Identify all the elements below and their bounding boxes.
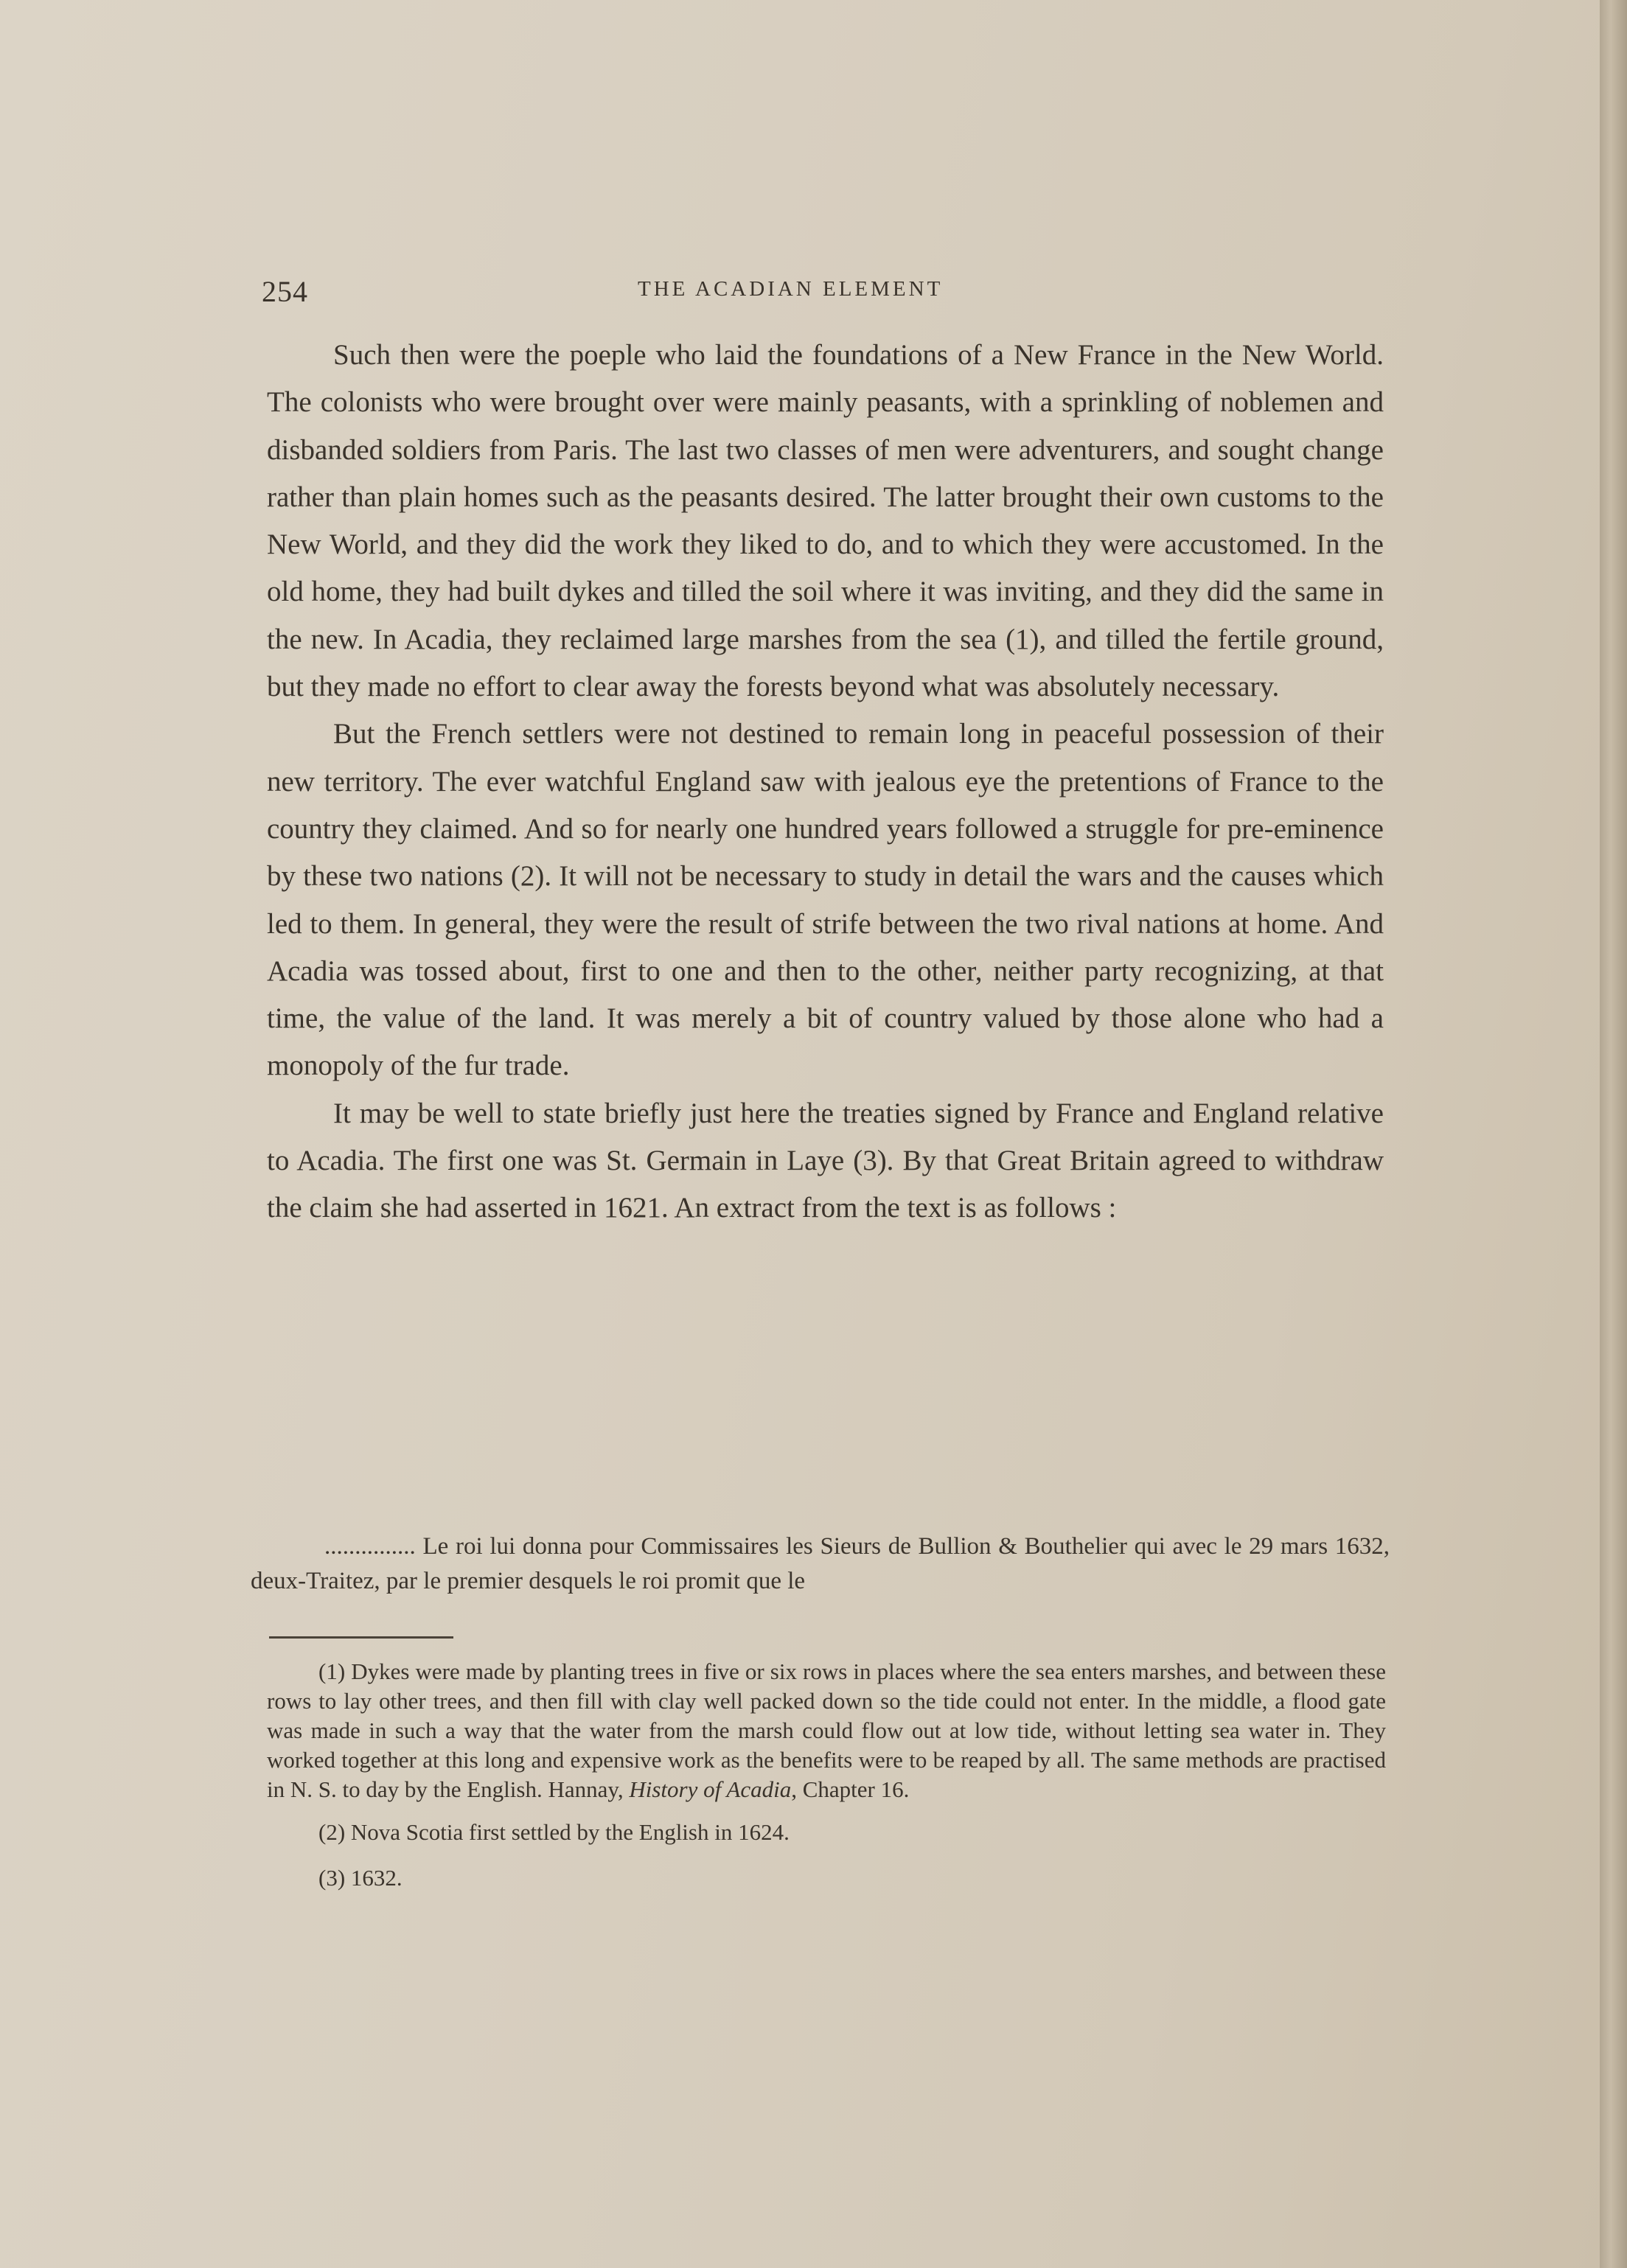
footnote-3: (3) 1632. (318, 1865, 403, 1891)
footnote-1-text: (1) Dykes were made by planting trees in five or six rows in places where the sea enters marshes, and between these rows to lay other trees, and then fill with clay well packed down so the tide could not enter. In the middle, a flood gate was made in such a way that the water from the marsh could flow out at low tide, without letting sea water in. They worked together at this long and expensive work as the benefits were to be reaped by all. The same methods are practised in N. S. to day by the English. Hannay, (267, 1658, 1386, 1802)
footnote-1-tail: , Chapter 16. (791, 1776, 910, 1802)
paragraph-2: But the French settlers were not destined to remain long in peaceful possession of their new territory. The ever watchful England saw with jealous eye the pretentions of France to the country they claimed. And so for nearly one hundred years followed a struggle for pre-eminence by these two nations (2). It will not be necessary to study in detail the wars and the causes which led to them. In general, they were the result of strife between the two rival nations at home. And Acadia was tossed about, first to one and then to the other, neither party recognizing, at that time, the value of the land. It was merely a bit of country valued by those alone who had a monopoly of the fur trade. (267, 718, 1384, 1082)
page-edge (1600, 0, 1627, 2268)
running-title: THE ACADIAN ELEMENT (638, 277, 944, 301)
french-quote: ............... Le roi lui donna pour Commissaires les Sieurs de Bullion & Bouthelier qui avec le 29 mars 1632, deux-Traitez, par le premier desquels le roi promit que le (251, 1533, 1390, 1594)
paragraph-1: Such then were the poeple who laid the foundations of a New France in the New World. The colonists who were brought over were mainly peasants, with a sprinkling of noblemen and disbanded soldiers from Paris. The last two classes of men were adventurers, and sought change rather than plain homes such as the peasants desired. The latter brought their own customs to the New World, and they did the work they liked to do, and to which they were accustomed. In the old home, they had built dykes and tilled the soil where it was inviting, and they did the same in the new. In Acadia, they reclaimed large marshes from the sea (1), and tilled the fertile ground, but they made no effort to clear away the forests beyond what was absolutely necessary. (267, 339, 1384, 703)
footnote-2: (2) Nova Scotia first settled by the English in 1624. (318, 1819, 790, 1845)
footnote-1-title: History of Acadia (629, 1776, 792, 1802)
footnotes (267, 1657, 1386, 1909)
footnote-rule (269, 1636, 453, 1639)
paragraph-3: It may be well to state briefly just here the treaties signed by France and England relative to Acadia. The first one was St. Germain in Laye (3). By that Great Britain agreed to withdraw the claim she had asserted in 1621. An extract from the text is as follows : (267, 1097, 1384, 1224)
main-text (267, 332, 1384, 1232)
footnote-1 (267, 1657, 1386, 1804)
page-number: 254 (262, 275, 308, 308)
running-header (262, 273, 1382, 324)
